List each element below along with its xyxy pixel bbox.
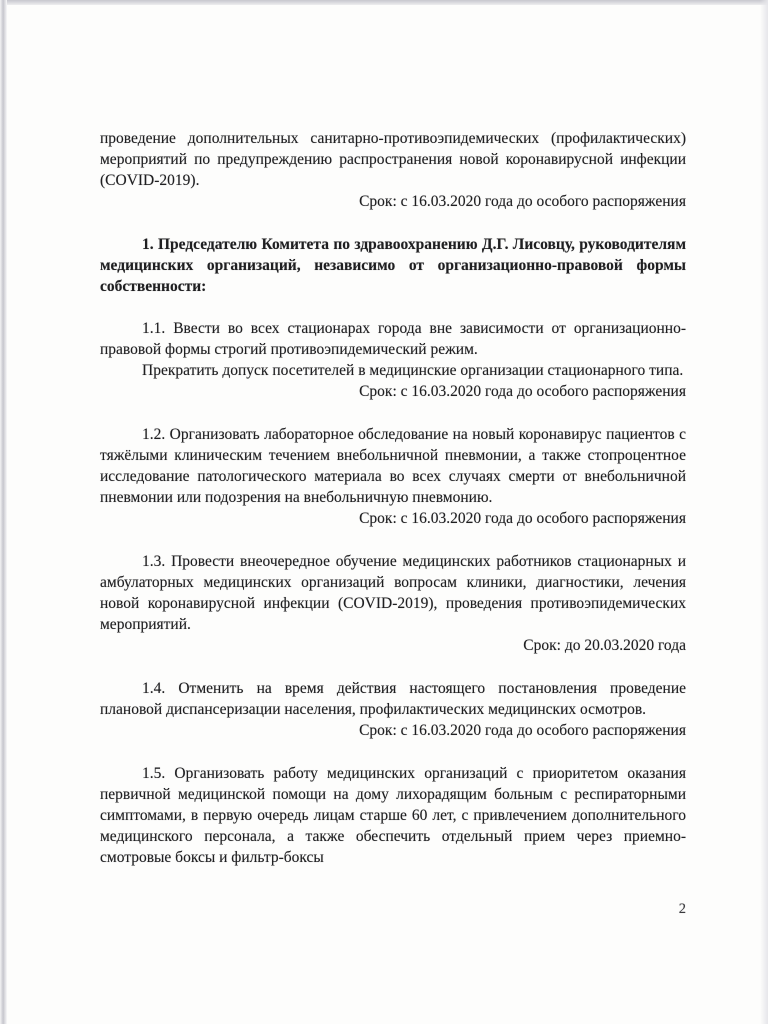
document-body xyxy=(100,128,686,868)
deadline-item-1-1: Срок: с 16.03.2020 года до особого распоряжения xyxy=(359,383,686,400)
deadline-item-1-3: Срок: до 20.03.2020 года xyxy=(523,637,686,654)
item-1-4-paragraph-1: 1.4. Отменить на время действия настоящего постановления проведение плановой диспансеризации населения, профилактических медицинских осмотров. xyxy=(100,680,686,718)
scan-edge-left xyxy=(0,0,7,1024)
deadline-intro: Срок: с 16.03.2020 года до особого распоряжения xyxy=(359,193,686,210)
scan-edge-top xyxy=(0,0,768,5)
paragraph-intro-continuation: проведение дополнительных санитарно-противоэпидемических (профилактических) мероприятий по предупреждению распространения новой коронавирусной инфекции (COVID-2019). xyxy=(100,130,686,189)
item-1-1-paragraph-1: 1.1. Ввести во всех стационарах города вне зависимости от организационно-правовой формы строгий противоэпидемический режим. xyxy=(100,320,686,358)
item-1-2-paragraph-1: 1.2. Организовать лабораторное обследование на новый коронавирус пациентов с тяжёлыми клиническим течением внебольничной пневмонии, а также стопроцентное исследование патологического материала во всех случаях смерти от внебольничной пневмонии или подозрения на внебольничную пневмонию. xyxy=(100,426,686,506)
item-1-5-paragraph-1: 1.5. Организовать работу медицинских организаций с приоритетом оказания первичной медицинской помощи на дому лихорадящим больным с респираторными симптомами, в первую очередь лицам старше 60 лет, с привлечением дополнительного медицинского персонала, а также обеспечить отдельный прием через приемно-смотровые боксы и фильтр-боксы xyxy=(100,765,686,866)
deadline-item-1-2: Срок: с 16.03.2020 года до особого распоряжения xyxy=(359,510,686,527)
item-1-1-paragraph-2: Прекратить допуск посетителей в медицинские организации стационарного типа. xyxy=(142,362,684,379)
scan-edge-right xyxy=(760,0,768,1024)
section-1-heading: 1. Председателю Комитета по здравоохранению Д.Г. Лисовцу, руководителям медицинских организаций, независимо от организационно-правовой формы собственности: xyxy=(100,236,686,295)
item-1-3-paragraph-1: 1.3. Провести внеочередное обучение медицинских работников стационарных и амбулаторных медицинских организаций вопросам клиники, диагностики, лечения новой коронавирусной инфекции (COVID-2019), проведения противоэпидемических мероприятий. xyxy=(100,553,686,633)
page-number: 2 xyxy=(678,901,686,917)
deadline-item-1-4: Срок: с 16.03.2020 года до особого распоряжения xyxy=(359,722,686,739)
